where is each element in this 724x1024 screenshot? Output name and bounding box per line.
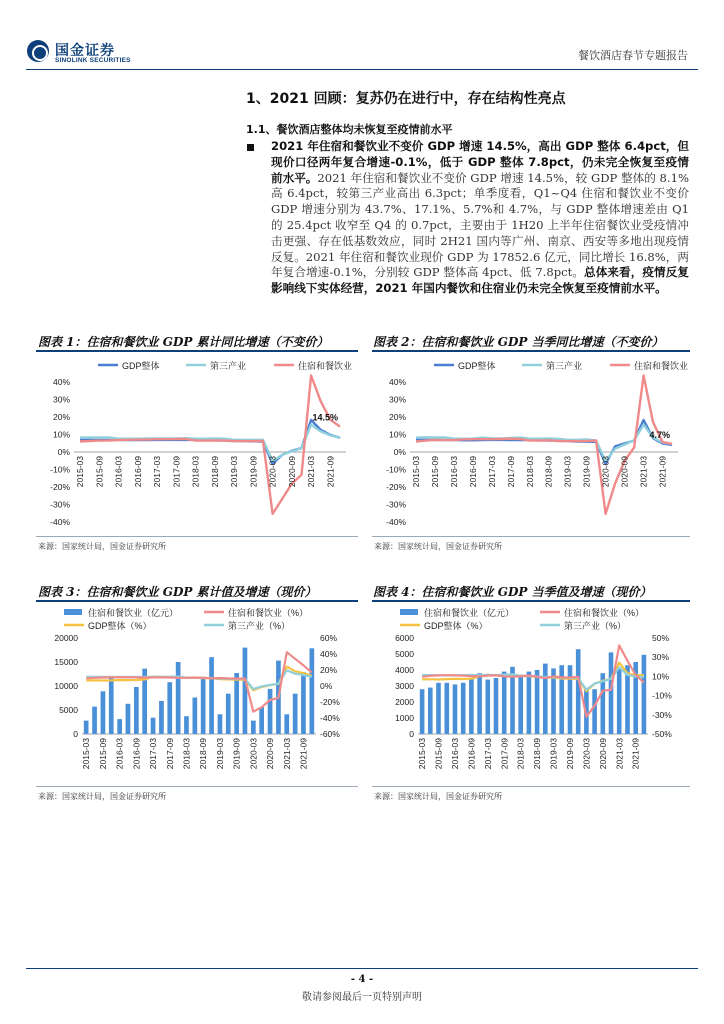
x-tick-label: 2016-09 — [466, 738, 477, 770]
y-right-tick-label: -10% — [652, 690, 672, 701]
x-tick-label: 2019-09 — [581, 456, 592, 488]
y-left-tick-label: 0 — [73, 729, 78, 739]
bar — [101, 691, 106, 734]
y-tick-label: -40% — [50, 517, 70, 527]
y-left-tick-label: 10000 — [54, 681, 78, 691]
legend-label: GDP整体 — [458, 361, 496, 371]
bar — [436, 683, 441, 734]
bar — [167, 682, 172, 734]
y-left-tick-label: 15000 — [54, 657, 78, 667]
y-right-tick-label: -30% — [652, 709, 672, 720]
x-tick-label: 2018-09 — [198, 738, 209, 770]
bar — [184, 716, 189, 734]
y-left-tick-label: 0 — [409, 729, 414, 739]
x-tick-label: 2015-09 — [97, 738, 108, 770]
legend-label: 住宿和餐饮业（%） — [564, 608, 645, 618]
bar — [218, 714, 223, 734]
x-tick-label: 2018-09 — [543, 456, 554, 488]
x-tick-label: 2016-03 — [449, 738, 460, 770]
figure-3-title: 图表 3：住宿和餐饮业 GDP 累计值及增速（现价） — [38, 585, 317, 599]
figure-2-topline — [372, 350, 690, 352]
figure-1-topline — [36, 350, 358, 352]
x-tick-label: 2018-03 — [181, 738, 192, 770]
legend-label: GDP整体 — [122, 361, 160, 371]
x-tick-label: 2016-09 — [132, 456, 143, 488]
x-tick-label: 2015-03 — [81, 738, 92, 770]
x-tick-label: 2017-09 — [505, 456, 516, 488]
bar — [420, 689, 425, 734]
bar — [92, 707, 97, 734]
body-paragraph — [271, 139, 689, 297]
x-tick-label: 2020-09 — [597, 738, 608, 770]
y-tick-label: 0% — [57, 447, 70, 457]
x-tick-label: 2016-03 — [114, 738, 125, 770]
x-tick-label: 2016-09 — [467, 456, 478, 488]
bar — [559, 665, 564, 734]
bar — [209, 657, 214, 734]
figure-4-bottomline — [372, 786, 690, 787]
x-tick-label: 2017-03 — [482, 738, 493, 770]
y-tick-label: -10% — [386, 464, 406, 475]
bar — [159, 701, 164, 734]
figure-1-source: 来源：国家统计局，国金证券研究所 — [38, 542, 166, 551]
bar — [310, 648, 315, 734]
x-tick-label: 2021-03 — [306, 456, 317, 488]
y-tick-label: -30% — [50, 499, 70, 510]
bar — [251, 721, 256, 734]
bar — [243, 648, 248, 734]
section-heading: 1、2021 回顾：复苏仍在进行中，存在结构性亮点 — [246, 91, 566, 107]
figure-2-title: 图表 2：住宿和餐饮业 GDP 当季同比增速（不变价） — [373, 335, 664, 349]
para-bold-lead: 2021 年住宿和餐饮业不变价 GDP 增速 14.5%，高出 GDP 整体 6.4pct，但现价口径两年复合增速-0.1%，低于 GDP 整体 7.8pct，仍未完全恢复至疫情前水平。 — [271, 139, 689, 185]
footer-disclaimer: 敬请参阅最后一页特别声明 — [302, 992, 422, 1003]
para-bold-tail: 总体来看，疫情反复影响线下实体经营，2021 年国内餐饮和住宿业仍未完全恢复至疫情前水平。 — [271, 265, 689, 296]
bar — [134, 687, 139, 734]
bar — [568, 665, 573, 734]
y-tick-label: 20% — [388, 412, 406, 422]
y-left-tick-label: 6000 — [395, 633, 414, 643]
series-line-2 — [80, 425, 340, 461]
x-tick-label: 2017-09 — [499, 738, 510, 770]
bar — [494, 678, 499, 734]
bar — [117, 719, 122, 734]
x-tick-label: 2016-03 — [113, 456, 124, 488]
x-tick-label: 2015-03 — [417, 738, 428, 770]
bar — [284, 714, 289, 734]
y-right-tick-label: -50% — [652, 729, 672, 739]
x-tick-label: 2018-03 — [190, 456, 201, 488]
bar — [453, 684, 458, 734]
x-tick-label: 2019-03 — [548, 738, 559, 770]
x-tick-label: 2019-09 — [248, 456, 259, 488]
legend-label: 住宿和餐饮业（%） — [228, 608, 309, 618]
report-title: 餐饮酒店春节专题报告 — [578, 49, 688, 62]
bar — [234, 673, 239, 734]
bar — [609, 652, 614, 734]
x-tick-label: 2019-09 — [231, 738, 242, 770]
x-tick-label: 2019-03 — [562, 456, 573, 488]
y-tick-label: 20% — [52, 412, 70, 422]
figure-2-source: 来源：国家统计局，国金证券研究所 — [374, 542, 502, 551]
x-tick-label: 2017-03 — [152, 456, 163, 488]
x-tick-label: 2020-03 — [581, 738, 592, 770]
x-tick-label: 2017-03 — [486, 456, 497, 488]
legend-swatch — [400, 609, 418, 615]
figure-1-title: 图表 1：住宿和餐饮业 GDP 累计同比增速（不变价） — [38, 335, 329, 349]
bar — [486, 680, 491, 734]
bar — [293, 694, 298, 734]
logo-en: SINOLINK SECURITIES — [55, 57, 131, 64]
bar — [176, 662, 181, 734]
x-tick-label: 2017-03 — [148, 738, 159, 770]
x-tick-label: 2016-09 — [131, 738, 142, 770]
x-tick-label: 2020-09 — [286, 456, 297, 488]
x-tick-label: 2021-09 — [630, 738, 641, 770]
data-label: 4.7% — [649, 429, 670, 440]
y-tick-label: 30% — [52, 394, 70, 405]
legend-swatch — [64, 609, 82, 615]
bar — [642, 655, 647, 734]
y-left-tick-label: 4000 — [395, 665, 414, 675]
legend-label: 住宿和餐饮业 — [298, 361, 353, 371]
bar — [126, 704, 131, 734]
x-tick-label: 2018-09 — [532, 738, 543, 770]
x-tick-label: 2018-03 — [524, 456, 535, 488]
figure-1-bottomline — [36, 536, 358, 537]
figure-2-chart — [372, 354, 690, 534]
y-right-tick-label: 40% — [320, 649, 338, 659]
y-tick-label: 30% — [388, 394, 406, 405]
figure-4-topline — [372, 600, 690, 602]
header-divider — [26, 69, 698, 70]
y-right-tick-label: 30% — [652, 652, 670, 663]
bar — [592, 689, 597, 734]
y-right-tick-label: 60% — [320, 633, 338, 643]
legend-label: 第三产业（%） — [564, 621, 627, 631]
bar — [428, 688, 433, 734]
x-tick-label: 2021-09 — [325, 456, 336, 488]
x-tick-label: 2020-03 — [600, 456, 611, 488]
figure-1-chart — [36, 354, 358, 534]
x-tick-label: 2015-09 — [94, 456, 105, 488]
bar — [109, 676, 114, 734]
logo-cn: 国金证券 — [55, 43, 115, 59]
y-tick-label: 0% — [393, 447, 406, 457]
figure-3-bottomline — [36, 786, 358, 787]
bar — [469, 678, 474, 734]
x-tick-label: 2017-09 — [164, 738, 175, 770]
bar — [193, 698, 198, 735]
legend-label: 第三产业 — [546, 361, 583, 371]
x-tick-label: 2018-09 — [209, 456, 220, 488]
data-label: 14.5% — [312, 412, 338, 423]
x-tick-label: 2021-09 — [657, 456, 668, 488]
x-tick-label: 2015-09 — [433, 738, 444, 770]
legend-label: 住宿和餐饮业 — [634, 361, 689, 371]
y-tick-label: -40% — [386, 517, 406, 527]
y-left-tick-label: 5000 — [395, 649, 414, 659]
y-left-tick-label: 20000 — [54, 633, 78, 643]
y-right-tick-label: 10% — [652, 671, 670, 682]
figure-4-source: 来源：国家统计局，国金证券研究所 — [374, 792, 502, 801]
y-left-tick-label: 5000 — [59, 705, 78, 715]
figure-3-source: 来源：国家统计局，国金证券研究所 — [38, 792, 166, 801]
y-tick-label: 40% — [52, 377, 70, 387]
y-tick-label: 40% — [388, 377, 406, 387]
footer-divider — [26, 968, 698, 969]
figure-3-chart — [36, 604, 358, 784]
y-tick-label: -10% — [50, 464, 70, 475]
bullet-icon — [247, 144, 254, 151]
legend-label: 住宿和餐饮业（亿元） — [88, 608, 179, 618]
x-tick-label: 2019-03 — [214, 738, 225, 770]
bar — [226, 694, 231, 734]
legend-label: 住宿和餐饮业（亿元） — [424, 608, 515, 618]
bar — [535, 670, 540, 734]
x-tick-label: 2021-03 — [638, 456, 649, 488]
y-right-tick-label: -60% — [320, 729, 340, 739]
bar — [527, 672, 532, 734]
bar — [259, 707, 264, 734]
bar — [201, 678, 206, 734]
x-tick-label: 2015-09 — [429, 456, 440, 488]
x-tick-label: 2020-03 — [248, 738, 259, 770]
bar — [84, 721, 89, 734]
y-tick-label: -20% — [386, 482, 406, 492]
x-tick-label: 2021-09 — [298, 738, 309, 770]
y-right-tick-label: 50% — [652, 633, 670, 643]
bar — [617, 668, 622, 734]
legend-label: GDP整体（%） — [424, 621, 488, 631]
x-tick-label: 2021-03 — [614, 738, 625, 770]
figure-4-chart — [372, 604, 690, 784]
x-tick-label: 2019-09 — [564, 738, 575, 770]
para-body: 2021 年住宿和餐饮业不变价 GDP 增速 14.5%，较 GDP 整体的 8.1%高 6.4pct，较第三产业高出 6.3pct；单季度看，Q1~Q4 住宿和餐饮业不变价 GDP 增速分别为 43.7%、17.1%、5.7%和 4.7%，与 GDP 整体增速差由 Q1 的 25.4pct 收窄至 Q4 的 0.7pct，主要由于 1H20 上半年住宿餐饮业受疫情冲击更强、存在低基数效应，同时 2H21 国内等广州、南京、西安等多地出现疫情反复。2021 年住宿和餐饮业现价 GDP 为 17852.6 亿元，同比增长 16.8%，两年复合增速-0.1%，分别较 GDP 整体高 4pct、低 7.8pct。 — [271, 170, 689, 280]
x-tick-label: 2020-09 — [265, 738, 276, 770]
figure-3-topline — [36, 600, 358, 602]
bar — [518, 675, 523, 734]
x-tick-label: 2019-03 — [229, 456, 240, 488]
y-right-tick-label: 20% — [320, 665, 338, 675]
y-left-tick-label: 2000 — [395, 697, 414, 707]
bar — [543, 664, 548, 734]
x-tick-label: 2018-03 — [515, 738, 526, 770]
bar — [301, 672, 306, 734]
legend-label: 第三产业 — [210, 361, 247, 371]
bar — [477, 673, 482, 734]
subsection-heading: 1.1、餐饮酒店整体均未恢复至疫情前水平 — [246, 123, 453, 136]
bar — [461, 683, 466, 734]
legend-label: GDP整体（%） — [88, 621, 152, 631]
legend-label: 第三产业（%） — [228, 621, 291, 631]
y-tick-label: -20% — [50, 482, 70, 492]
y-tick-label: 10% — [52, 429, 70, 440]
bar — [151, 718, 156, 734]
x-tick-label: 2017-09 — [171, 456, 182, 488]
bar — [268, 689, 273, 734]
y-tick-label: -30% — [386, 499, 406, 510]
x-tick-label: 2020-03 — [267, 456, 278, 488]
y-left-tick-label: 3000 — [395, 681, 414, 691]
y-tick-label: 10% — [388, 429, 406, 440]
figure-2-bottomline — [372, 536, 690, 537]
bar — [502, 672, 507, 734]
logo-icon — [27, 40, 49, 62]
bar — [576, 649, 581, 734]
series-line-3 — [416, 376, 672, 514]
y-right-tick-label: -40% — [320, 713, 340, 723]
y-right-tick-label: 0% — [320, 681, 333, 691]
page-number: - 4 - — [350, 974, 374, 985]
x-tick-label: 2016-03 — [448, 456, 459, 488]
x-tick-label: 2015-03 — [411, 456, 421, 488]
x-tick-label: 2015-03 — [75, 456, 85, 488]
x-tick-label: 2021-03 — [281, 738, 292, 770]
y-left-tick-label: 1000 — [395, 713, 414, 723]
figure-4-title: 图表 4：住宿和餐饮业 GDP 当季值及增速（现价） — [373, 585, 652, 599]
y-right-tick-label: -20% — [320, 697, 340, 707]
x-tick-label: 2020-09 — [619, 456, 630, 488]
series-line-3 — [80, 376, 340, 514]
bar — [445, 683, 450, 734]
